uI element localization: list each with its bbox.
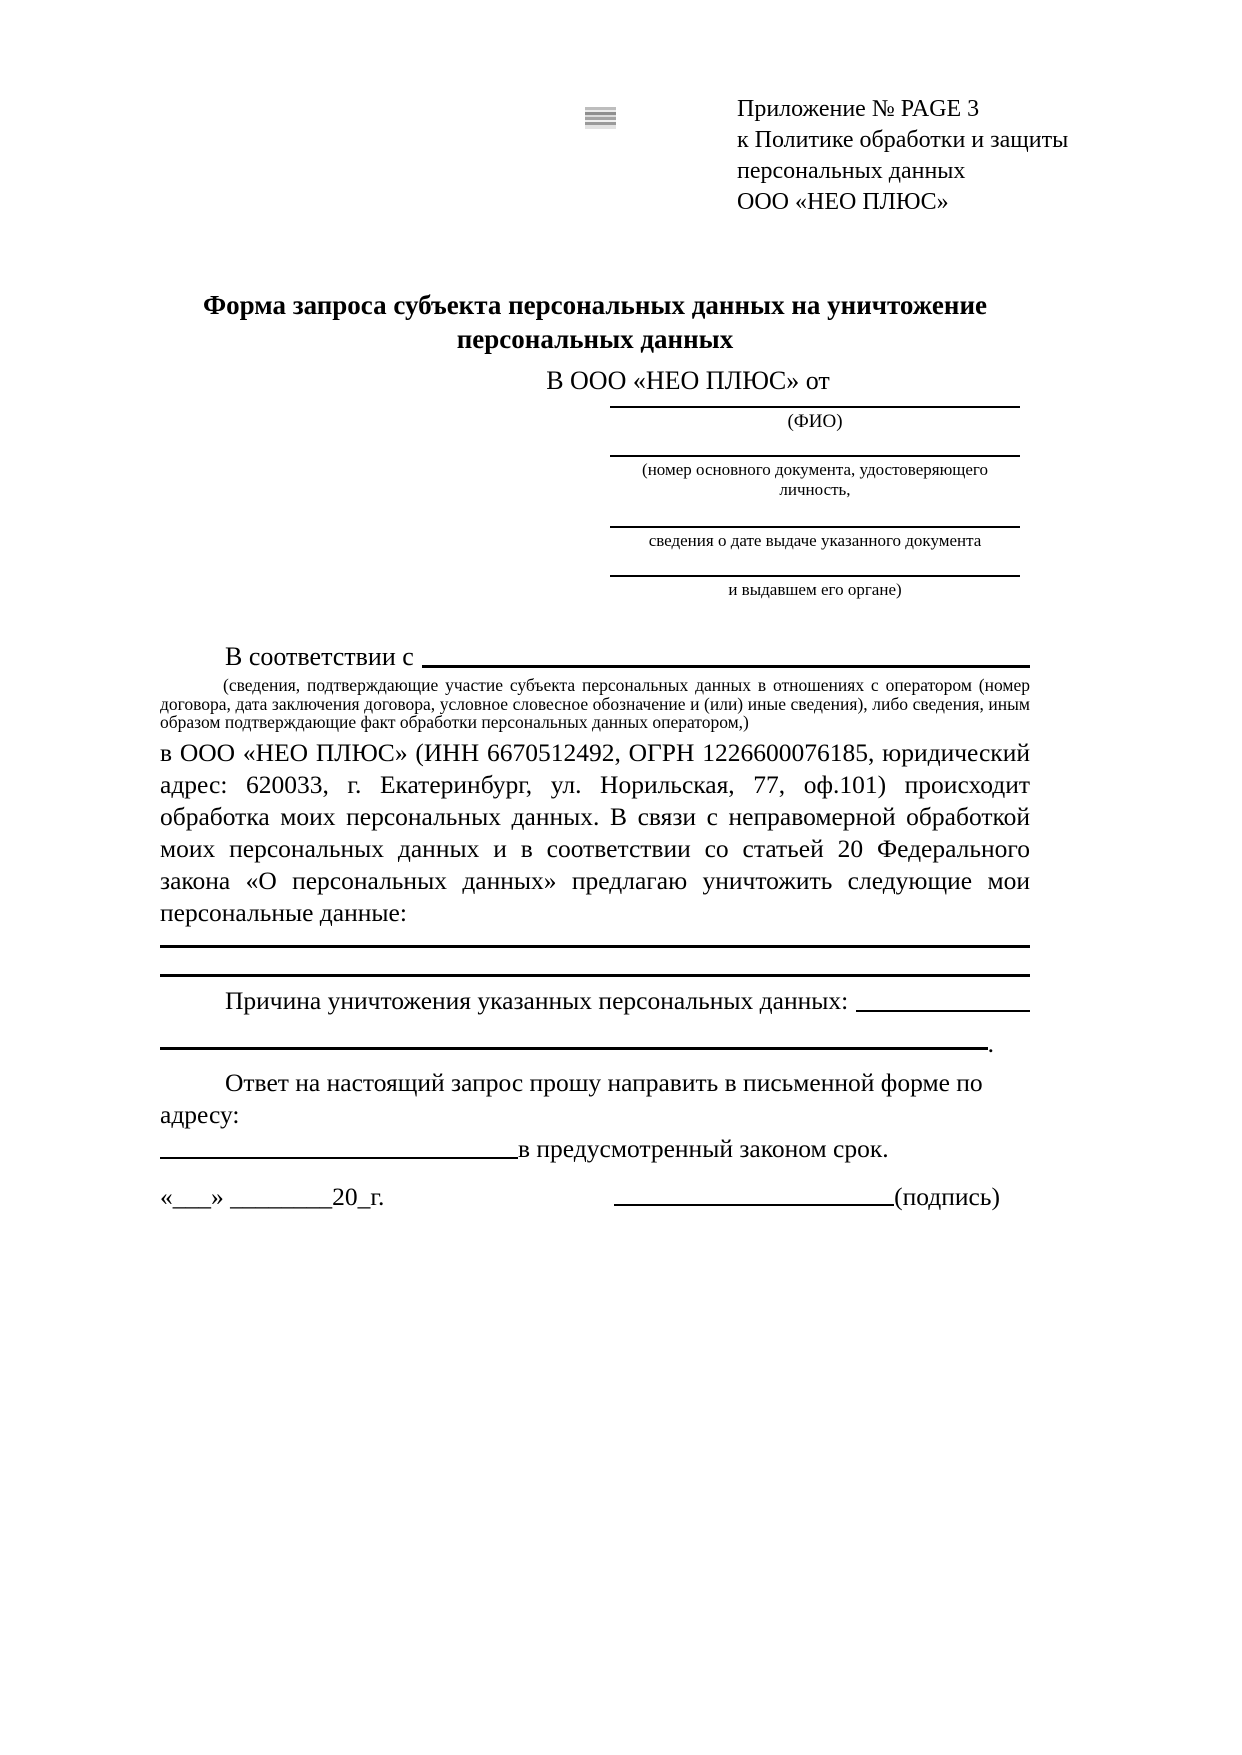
response-request-text: Ответ на настоящий запрос прошу направить в письменной форме по адресу: — [160, 1067, 983, 1129]
header-company-line: ООО «НЕО ПЛЮС» — [737, 189, 949, 215]
main-paragraph: в ООО «НЕО ПЛЮС» (ИНН 6670512492, ОГРН 1226600076185, юридический адрес: 620033, г. Екатеринбург, ул. Норильская, 77, оф.101) происходит обработка моих персональных данных. В связи с неправомерной обработкой моих персональных данных и в соответствии со статьей 20 Федерального закона «О персональных данных» предлагаю уничтожить следующие мои персональные данные: — [160, 737, 1030, 927]
signature-group — [614, 1181, 1000, 1213]
date-signature-row — [160, 1181, 1030, 1213]
reason-continuation-row — [160, 1028, 1030, 1058]
personal-data-blank-line-2[interactable] — [160, 974, 1030, 977]
document-body — [160, 0, 1030, 1213]
reason-row — [160, 985, 1030, 1017]
form-title: Форма запроса субъекта персональных данных на уничтожение персональных данных — [202, 290, 988, 354]
header-personal-data-line: персональных данных — [737, 158, 966, 184]
fine-print-note: (сведения, подтверждающие участие субъекта персональных данных в отношениях с оператором (номер договора, дата заключения договора, условное словесное обозначение и (или) иные сведения), либо сведения, иным образом подтверждающие факт обработки персональных данных оператором,) — [160, 675, 1030, 732]
accordance-blank-line[interactable] — [422, 665, 1030, 668]
signature-blank-line[interactable] — [614, 1204, 894, 1206]
accordance-row — [160, 640, 1030, 673]
header-policy-line: к Политике обработки и защиты — [737, 127, 1069, 153]
issue-date-field-caption: сведения о дате выдаче указанного документа — [648, 531, 982, 550]
fio-field-caption: (ФИО) — [787, 411, 843, 432]
issuer-field-caption: и выдавшем его органе) — [728, 580, 902, 599]
addressee-fields — [610, 406, 1020, 600]
addressee-to-line: В ООО «НЕО ПЛЮС» от — [546, 366, 830, 395]
personal-data-blank-line-1[interactable] — [160, 945, 1030, 948]
signature-caption: (подпись) — [894, 1181, 1000, 1211]
id-number-field-caption: (номер основного документа, удостоверяющего личность, — [642, 460, 988, 499]
date-blank[interactable]: «___» ________20_г. — [160, 1181, 385, 1211]
header-appendix-line: Приложение № PAGE 3 — [737, 96, 980, 122]
address-blank-line[interactable] — [160, 1157, 518, 1159]
response-term-text: в предусмотренный законом срок. — [518, 1133, 889, 1163]
accordance-text: В соответствии с — [225, 642, 414, 671]
sentence-period: . — [987, 1028, 994, 1058]
reason-blank-line-2[interactable] — [160, 1047, 988, 1050]
reason-label: Причина уничтожения указанных персональных данных: — [225, 985, 849, 1015]
reason-blank-line[interactable] — [856, 1010, 1030, 1012]
response-address-row — [160, 1133, 1030, 1165]
